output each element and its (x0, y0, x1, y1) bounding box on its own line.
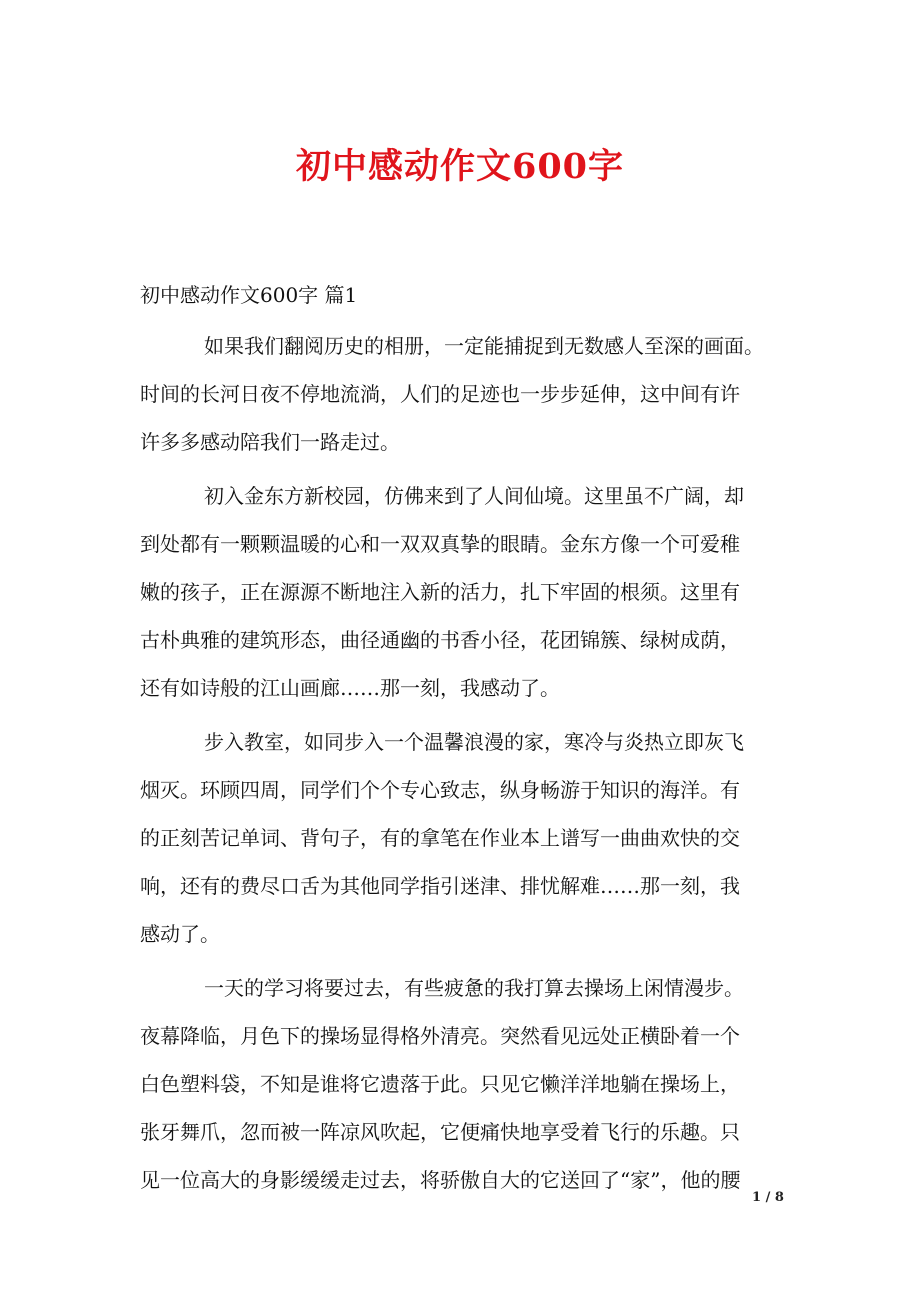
paragraph-line: 许多多感动陪我们一路走过。 (140, 430, 400, 454)
document-body (140, 322, 800, 1210)
paragraph-line: 张牙舞爪，忽而被一阵凉风吹起，它便痛快地享受着飞行的乐趣。只 (140, 1120, 740, 1144)
paragraph-line: 感动了。 (140, 922, 220, 946)
paragraph-line: 古朴典雅的建筑形态，曲径通幽的书香小径，花团锦簇、绿树成荫， (140, 628, 740, 652)
paragraph-line: 时间的长河日夜不停地流淌，人们的足迹也一步步延伸，这中间有许 (140, 382, 740, 406)
document-title: 初中感动作文600字 (295, 146, 625, 187)
paragraph-line: 夜幕降临，月色下的操场显得格外清亮。突然看见远处正横卧着一个 (140, 1024, 740, 1048)
page-number: 1 / 8 (752, 1190, 784, 1205)
paragraph-line: 白色塑料袋，不知是谁将它遗落于此。只见它懒洋洋地躺在操场上， (140, 1072, 740, 1096)
paragraph-line: 初入金东方新校园，仿佛来到了人间仙境。这里虽不广阔，却 (204, 484, 744, 508)
paragraph-line: 到处都有一颗颗温暖的心和一双双真挚的眼睛。金东方像一个可爱稚 (140, 532, 740, 556)
paragraph-line: 步入教室，如同步入一个温馨浪漫的家，寒冷与炎热立即灰飞 (204, 730, 744, 754)
paragraph-line: 的正刻苦记单词、背句子，有的拿笔在作业本上谱写一曲曲欢快的交 (140, 826, 740, 850)
paragraph-line: 嫩的孩子，正在源源不断地注入新的活力，扎下牢固的根须。这里有 (140, 580, 740, 604)
paragraph (140, 472, 800, 712)
paragraph-line: 见一位高大的身影缓缓走过去，将骄傲自大的它送回了“家”，他的腰 (140, 1168, 741, 1192)
section-heading: 初中感动作文600字 篇1 (140, 283, 358, 307)
paragraph-line: 如果我们翻阅历史的相册，一定能捕捉到无数感人至深的画面。 (204, 334, 764, 358)
paragraph-line: 烟灭。环顾四周，同学们个个专心致志，纵身畅游于知识的海洋。有 (140, 778, 740, 802)
paragraph-line: 还有如诗般的江山画廊……那一刻，我感动了。 (140, 676, 560, 700)
paragraph (140, 718, 800, 958)
paragraph (140, 322, 800, 466)
paragraph-line: 一天的学习将要过去，有些疲惫的我打算去操场上闲情漫步。 (204, 976, 744, 1000)
paragraph (140, 964, 800, 1204)
paragraph-line: 响，还有的费尽口舌为其他同学指引迷津、排忧解难……那一刻，我 (140, 874, 740, 898)
